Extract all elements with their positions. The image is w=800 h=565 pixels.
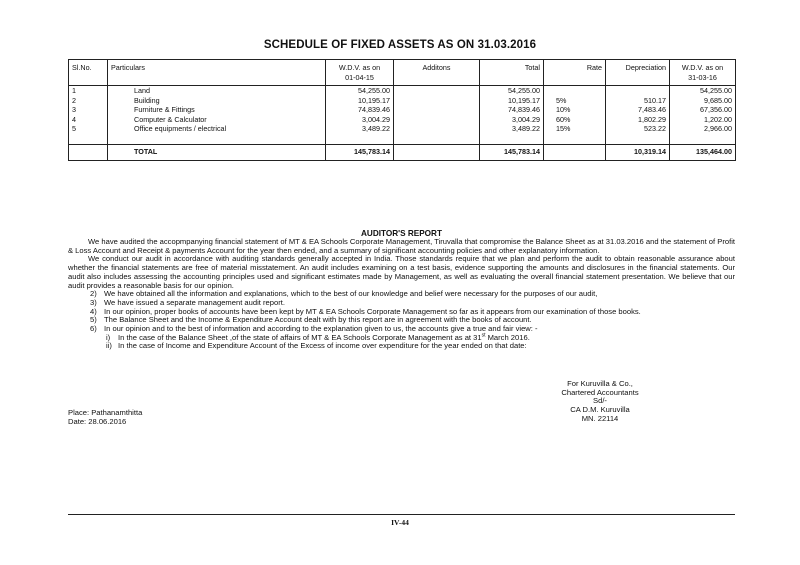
table-header-row [69,60,736,86]
cell-additions [394,86,480,96]
cell-depreciation [606,86,670,96]
cell-sl: 5 [69,124,108,134]
audit-heading: AUDITOR'S REPORT [361,229,442,238]
cell-particulars: Computer & Calculator [108,115,326,125]
cell-particulars: Furniture & Fittings [108,105,326,115]
total-wdv-close: 135,464.00 [670,144,736,160]
cell-depreciation: 523.22 [606,124,670,134]
cell-additions [394,115,480,125]
cell-wdv-open: 3,004.29 [326,115,394,125]
cell-wdv-open: 74,839.46 [326,105,394,115]
header-additions: Additons [394,60,480,86]
header-particulars: Particulars [108,60,326,86]
total-label: TOTAL [108,144,326,160]
cell-sl: 1 [69,86,108,96]
cell-total: 54,255.00 [480,86,544,96]
cell-wdv-open: 10,195.17 [326,96,394,106]
list-item-text: In our opinion, proper books of accounts have been kept by MT & EA Schools Corporate Management so far as it appears from our examination of those books. [104,306,641,316]
auditor-name: CA D.M. Kuruvilla [570,405,630,415]
table-row [69,124,736,134]
total-wdv-open: 145,783.14 [326,144,394,160]
membership-number: MN. 22114 [581,413,619,423]
cell-depreciation: 1,802.29 [606,115,670,125]
list-item-text: In our opinion and to the best of information and according to the explanation given to us, the accounts give a true and fair view: - [104,324,538,334]
cell-wdv-close: 2,966.00 [670,124,736,134]
header-wdv-close: W.D.V. as on 31-03-16 [670,60,736,86]
table-row [69,86,736,96]
cell-rate: 10% [544,105,606,115]
header-sl-no: Sl.No. [69,60,108,86]
cell-additions [394,105,480,115]
cell-total: 3,489.22 [480,124,544,134]
total-depreciation: 10,319.14 [606,144,670,160]
cell-particulars: Office equipments / electrical [108,124,326,134]
firm-name: For Kuruvilla & Co., [567,379,633,388]
list-item-text: We have issued a separate management audit report. [104,297,285,307]
firm-designation: Chartered Accountants [561,387,639,397]
cell-wdv-open: 3,489.22 [326,124,394,134]
cell-depreciation: 510.17 [606,96,670,106]
list-item-text: We have obtained all the information and explanations, which to the best of our knowledge and belief were necessary for the purposes of our audit, [104,289,598,299]
cell-depreciation: 7,483.46 [606,105,670,115]
header-depreciation: Depreciation [606,60,670,86]
cell-wdv-open: 54,255.00 [326,86,394,96]
table-row [69,115,736,125]
cell-sl: 2 [69,96,108,106]
table-total-row [69,144,736,160]
signature-block [520,380,680,424]
list-item-text: The Balance Sheet and the Income & Expenditure Account dealt with by this report are in agreement with the books of account. [104,315,532,325]
table-row [69,96,736,106]
header-wdv-open: W.D.V. as on 01-04-15 [326,60,394,86]
cell-particulars: Land [108,86,326,96]
total-total: 145,783.14 [480,144,544,160]
schedule-title: SCHEDULE OF FIXED ASSETS AS ON 31.03.2016 [263,39,537,51]
place-date-block [68,409,142,426]
table-spacer-row [69,134,736,145]
cell-wdv-close: 1,202.00 [670,115,736,125]
cell-sl: 4 [69,115,108,125]
fixed-assets-table [68,59,736,161]
list-item-number: 4) [90,306,97,316]
date: Date: 28.06.2016 [68,416,127,426]
list-item-number: 6) [90,324,97,334]
header-total: Total [480,60,544,86]
cell-additions [394,96,480,106]
cell-additions [394,124,480,134]
header-rate: Rate [544,60,606,86]
list-item-number: 3) [90,297,97,307]
sub-item-ii: ii) In the case of Income and Expenditure Account of the Excess of income over expenditure for the year ended on that date: [106,341,527,351]
cell-total: 10,195.17 [480,96,544,106]
sub-item-i: i) In the case of the Balance Sheet ,of the state of affairs of MT & EA Schools Corporate Management as at 31st March 2016. [106,332,530,342]
cell-rate: 15% [544,124,606,134]
cell-particulars: Building [108,96,326,106]
cell-total: 74,839.46 [480,105,544,115]
cell-wdv-close: 54,255.00 [670,86,736,96]
place: Place: Pathanamthitta [68,408,143,417]
cell-wdv-close: 67,356.00 [670,105,736,115]
table-row [69,105,736,115]
signed-mark: Sd/- [593,396,607,406]
auditors-report [68,229,735,351]
cell-total: 3,004.29 [480,115,544,125]
cell-sl: 3 [69,105,108,115]
audit-para-2: We conduct our audit in accordance with auditing standards generally accepted in India. Those standards require that we plan and perform the audit to obtain reasonable assurance about whether the financial statements are free of material misstatement. An audit includes examining on a test basis, evidence supporting the amounts and disclosures in the financial statements. Our audit also includes assessing the accounting principles used and significant estimates made by Management, as well as evaluating the overall financial statement presentation. We believe that our audit provides a reasonable basis for our opinion. [68,254,735,290]
audit-list [68,290,735,334]
list-item-number: 2) [90,289,97,299]
cell-rate: 60% [544,115,606,125]
page-number: IV-44 [391,518,409,527]
footer-divider [68,514,735,515]
audit-para-1: We have audited the accopmpanying financial statement of MT & EA Schools Corporate Management, Tiruvalla that compromise the Balance Sheet as at 31.03.2016 and the statement of Profit & Loss Account and Receipt & payments Account for the year then ended, and a summary of significant accounting policies and other explanatory information. [68,237,735,255]
cell-rate: 5% [544,96,606,106]
list-item-number: 5) [90,315,97,325]
cell-rate [544,86,606,96]
cell-wdv-close: 9,685.00 [670,96,736,106]
